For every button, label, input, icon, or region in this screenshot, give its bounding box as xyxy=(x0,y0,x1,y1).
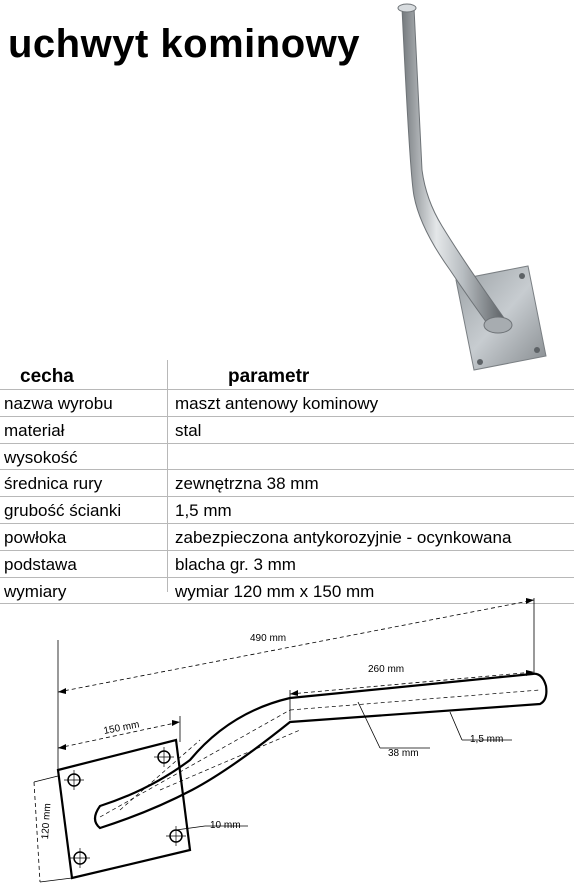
dim-base-width-label: 150 mm xyxy=(102,719,141,737)
table-header xyxy=(0,360,574,390)
row-value: zabezpieczona antykorozyjnie - ocynkowana xyxy=(175,527,512,547)
header-parameter: parametr xyxy=(228,366,310,387)
table-row xyxy=(0,470,574,497)
row-value: stal xyxy=(175,420,202,440)
dim-hole-label: 10 mm xyxy=(210,820,241,831)
row-label: powłoka xyxy=(4,527,67,547)
dim-total-label: 490 mm xyxy=(250,633,287,644)
row-value: zewnętrzna 38 mm xyxy=(175,474,319,494)
header-feature: cecha xyxy=(20,366,74,387)
spec-table xyxy=(0,360,574,604)
dim-wall-label: 1,5 mm xyxy=(470,734,504,745)
row-value: 1,5 mm xyxy=(175,501,232,521)
row-label: średnica rury xyxy=(4,474,103,494)
row-value: wymiar 120 mm x 150 mm xyxy=(175,581,375,601)
row-label: grubość ścianki xyxy=(4,501,122,521)
row-label: wysokość xyxy=(4,447,78,467)
dim-diameter-label: 38 mm xyxy=(388,748,419,759)
table-row xyxy=(0,417,574,444)
row-label: podstawa xyxy=(4,554,77,574)
page-title: uchwyt kominowy xyxy=(8,22,360,66)
table-row xyxy=(0,551,574,578)
table-row xyxy=(0,444,574,471)
row-label: materiał xyxy=(4,420,65,440)
dim-base-height-label: 120 mm xyxy=(39,802,54,840)
row-label: nazwa wyrobu xyxy=(4,394,113,413)
base-plate xyxy=(58,740,190,878)
row-value: blacha gr. 3 mm xyxy=(175,554,296,574)
table-row xyxy=(0,390,574,417)
technical-drawing xyxy=(0,596,574,886)
table-row xyxy=(0,497,574,524)
dim-tube-label: 260 mm xyxy=(368,664,405,675)
product-photo xyxy=(380,0,574,372)
row-value: maszt antenowy kominowy xyxy=(175,394,379,413)
table-row xyxy=(0,524,574,551)
row-label: wymiary xyxy=(4,581,67,601)
